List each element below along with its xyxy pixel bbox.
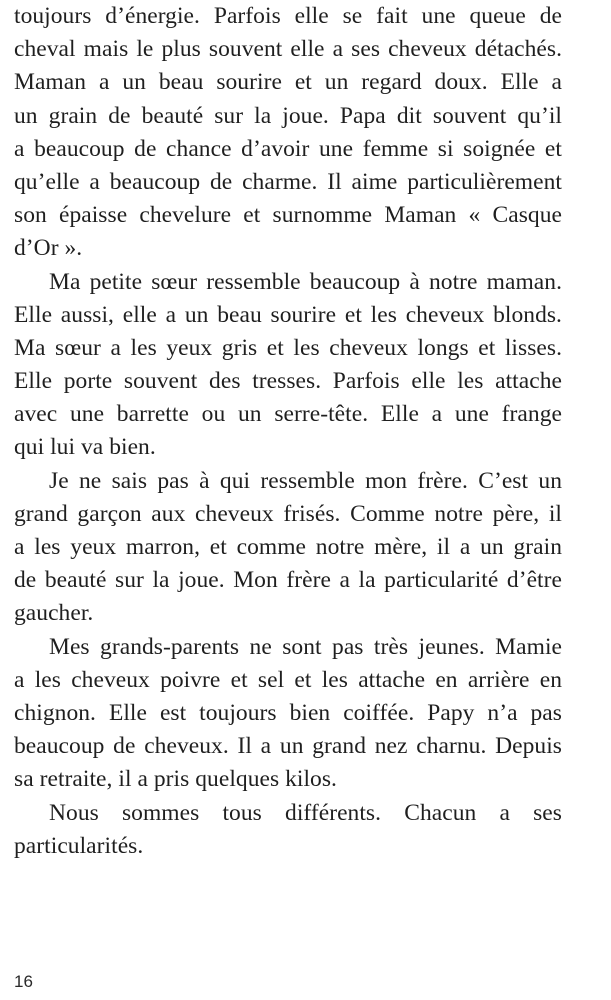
text-line: Nous sommes tous différents. Chacun a ses <box>49 799 562 826</box>
text-line: chignon. Elle est toujours bien coiffée. Papy n’a pas <box>14 699 562 726</box>
text-line: Je ne sais pas à qui ressemble mon frère. C’est un <box>49 467 562 494</box>
paragraph-2 <box>14 266 562 465</box>
text-line: d’Or ». <box>14 235 83 262</box>
text-line: a les cheveux poivre et sel et les attache en arrière en <box>14 666 562 693</box>
text-line: Elle porte souvent des tresses. Parfois elle les attache <box>14 368 562 395</box>
text-line: qui lui va bien. <box>14 434 156 461</box>
text-line: cheval mais le plus souvent elle a ses cheveux détachés. <box>14 36 562 63</box>
text-line: sa retraite, il a pris quelques kilos. <box>14 766 337 793</box>
paragraph-3 <box>14 465 562 631</box>
text-line: un grain de beauté sur la joue. Papa dit souvent qu’il <box>14 102 562 129</box>
text-line: Ma petite sœur ressemble beaucoup à notre maman. <box>49 268 562 295</box>
text-line: Maman a un beau sourire et un regard doux. Elle a <box>14 69 562 96</box>
text-line: de beauté sur la joue. Mon frère a la particularité d’être <box>14 567 562 594</box>
paragraph-4 <box>14 631 562 797</box>
paragraph-1 <box>14 0 562 266</box>
text-line: a beaucoup de chance d’avoir une femme si soignée et <box>14 135 562 162</box>
page-text <box>14 0 562 863</box>
page-number: 16 <box>14 972 33 991</box>
text-line: beaucoup de cheveux. Il a un grand nez charnu. Depuis <box>14 733 562 760</box>
text-line: avec une barrette ou un serre-tête. Elle a une frange <box>14 401 562 428</box>
paragraph-5 <box>14 797 562 863</box>
text-line: son épaisse chevelure et surnomme Maman « Casque <box>14 202 562 229</box>
text-line: Mes grands-parents ne sont pas très jeunes. Mamie <box>49 633 562 660</box>
text-line: Ma sœur a les yeux gris et les cheveux longs et lisses. <box>14 334 562 361</box>
text-line: a les yeux marron, et comme notre mère, il a un grain <box>14 534 562 560</box>
text-line: gaucher. <box>14 600 94 627</box>
text-line: Elle aussi, elle a un beau sourire et les cheveux blonds. <box>14 301 562 328</box>
text-line: particularités. <box>14 832 144 859</box>
text-line: qu’elle a beaucoup de charme. Il aime particulièrement <box>14 168 562 195</box>
text-line: toujours d’énergie. Parfois elle se fait une queue de <box>14 3 562 29</box>
text-line: grand garçon aux cheveux frisés. Comme notre père, il <box>14 500 562 527</box>
